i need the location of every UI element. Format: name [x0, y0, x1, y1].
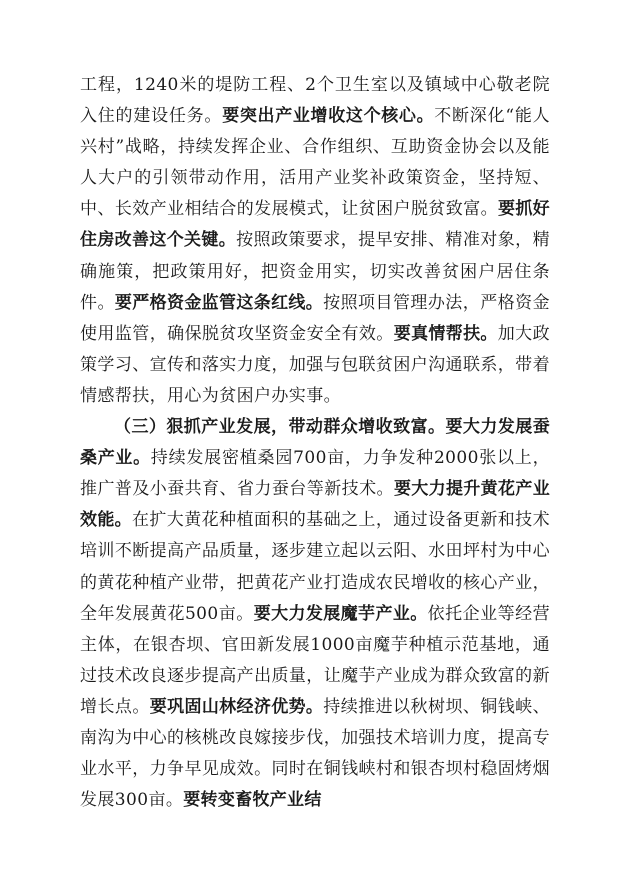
- paragraph-2: [80, 412, 550, 816]
- text-segment: 按照政策要求，提早安排、精准对象，精确施策，把政策用好，把资金用实，切实改善贫困户居住条件。: [80, 230, 550, 313]
- paragraph-1: [80, 70, 550, 412]
- text-segment: 在扩大黄花种植面积的基础之上，通过设备更新和技术培训不断提高产品质量，逐步建立起以云阳、水田坪村为中心的黄花种植产业带，把黄花产业打造成农民增收的核心产业，全年发展黄花500亩。: [80, 510, 550, 624]
- bold-heading: 要严格资金监管这条红线。: [114, 292, 324, 313]
- text-segment: 持续推进以秋树坝、铜钱峡、南沟为中心的核桃改良嫁接步伐，加强技术培训力度，提高专业水平，力争早见成效。同时在铜钱峡村和银杏坝村稳固烤烟发展300亩。: [80, 696, 551, 811]
- bold-heading: 要大力提升黄花产业效能。: [80, 479, 551, 531]
- bold-heading: 要抓好住房改善这个关键。: [80, 199, 550, 251]
- bold-heading: 要转变畜牧产业结: [183, 790, 322, 811]
- bold-heading: 要真情帮扶。: [393, 323, 498, 344]
- text-segment: 持续发展密植桑园700亩，力争发种2000张以上，推广普及小蚕共育、省力蚕台等新技术。: [80, 448, 550, 500]
- text-segment: 加大政策学习、宣传和落实力度，加强与包联贫困户沟通联系，带着情感帮扶，用心为贫困户办实事。: [80, 323, 550, 406]
- text-segment: 依托企业等经营主体，在银杏坝、官田新发展1000亩魔芋种植示范基地，通过技术改良逐步提高产出质量，让魔芋产业成为群众致富的新增长点。: [80, 603, 550, 717]
- text-segment: 不断深化“能人兴村”战略，持续发挥企业、合作组织、互助资金协会以及能人大户的引领带动作用，活用产业奖补政策资金，坚持短、中、长效产业相结合的发展模式，让贫困户脱贫致富。: [80, 106, 550, 220]
- body-text: [80, 70, 550, 816]
- text-segment: 按照项目管理办法，严格资金使用监管，确保脱贫攻坚资金安全有效。: [80, 292, 550, 344]
- section-heading: （三）狠抓产业发展，带动群众增收致富。要大力发展蚕桑产业。: [80, 417, 550, 469]
- text-segment: 工程，1240米的堤防工程、2个卫生室以及镇域中心敬老院入住的建设任务。: [80, 75, 550, 127]
- bold-heading: 要巩固山林经济优势。: [149, 696, 324, 717]
- bold-heading: 要突出产业增收这个核心。: [222, 106, 435, 127]
- bold-heading: 要大力发展魔芋产业。: [253, 603, 428, 624]
